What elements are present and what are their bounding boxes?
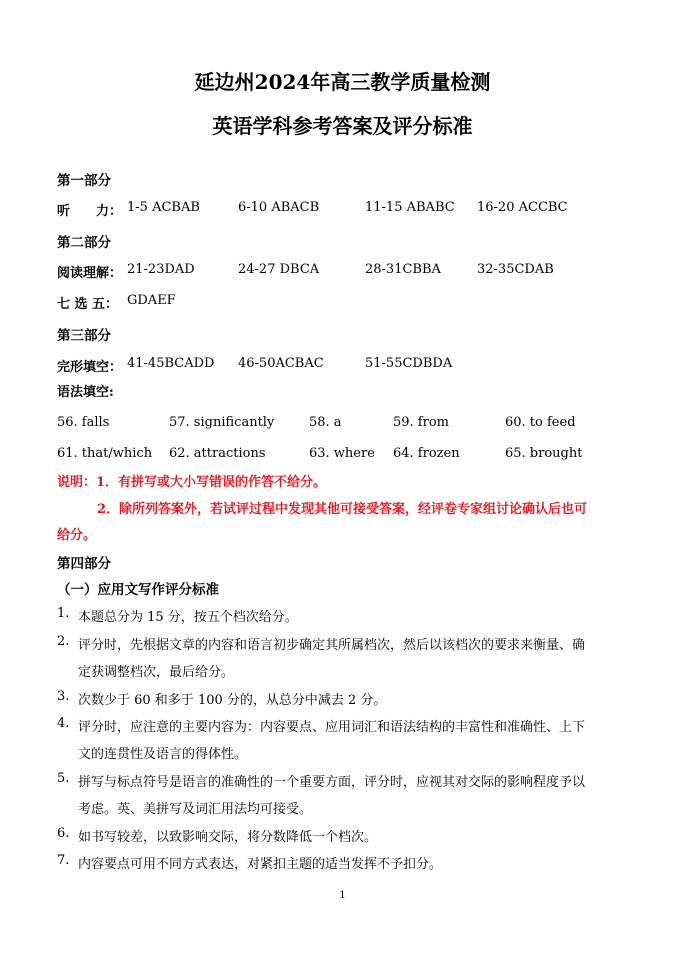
note-1: 说明：1．有拼写或大小写错误的作答不给分。: [57, 475, 327, 490]
note-2-line2: 给分。: [57, 528, 97, 543]
seven-choose-five-answer: GDAEF: [127, 293, 176, 308]
document-title: 延边州2024年高三教学质量检测: [194, 70, 491, 94]
grammar-answer: 62. attractions: [169, 446, 266, 461]
grammar-answer: 57. significantly: [169, 415, 275, 430]
grammar-fill-label: 语法填空:: [57, 385, 114, 400]
cloze-answer: 46-50ACBAC: [238, 356, 324, 371]
criteria-item-number: 1.: [57, 606, 70, 621]
grammar-answer: 65. brought: [505, 446, 583, 461]
criteria-item-number: 2.: [57, 634, 70, 649]
part3-heading: 第三部分: [57, 328, 111, 344]
criteria-item-text: 文的连贯性及语言的得体性。: [78, 747, 248, 762]
cloze-answer: 51-55CDBDA: [365, 356, 453, 371]
grammar-answer: 63. where: [309, 446, 375, 461]
reading-answer: 32-35CDAB: [477, 262, 554, 277]
page-number: 1: [339, 890, 346, 901]
part2-heading: 第二部分: [57, 235, 111, 251]
listening-answer: 16-20 ACCBC: [477, 200, 568, 215]
cloze-label: 完形填空：: [57, 360, 123, 375]
criteria-item-text: 评分时，应注意的主要内容为：内容要点、应用词汇和语法结构的丰富性和准确性、上下: [78, 720, 586, 735]
listening-answer: 1-5 ACBAB: [127, 200, 200, 215]
criteria-item-text: 如书写较差，以致影响交际，将分数降低一个档次。: [78, 830, 378, 845]
reading-answer: 24-27 DBCA: [238, 262, 320, 277]
part4-subheading: （一）应用文写作评分标准: [57, 582, 219, 598]
document-subtitle: 英语学科参考答案及评分标准: [212, 114, 473, 138]
criteria-item-text: 拼写与标点符号是语言的准确性的一个重要方面，评分时，应视其对交际的影响程度予以: [78, 775, 586, 790]
part4-heading: 第四部分: [57, 556, 111, 572]
reading-answer: 28-31CBBA: [365, 262, 441, 277]
criteria-item-text: 考虑。英、美拼写及词汇用法均可接受。: [78, 802, 313, 817]
reading-label: 阅读理解：: [57, 266, 123, 281]
listening-answer: 11-15 ABABC: [365, 200, 455, 215]
seven-choose-five-label: 七 选 五：: [57, 297, 119, 312]
criteria-item-text: 评分时，先根据文章的内容和语言初步确定其所属档次，然后以该档次的要求来衡量、确: [78, 638, 586, 653]
listening-label: 听 力：: [57, 204, 123, 219]
grammar-answer: 58. a: [309, 415, 342, 430]
note-2-line1: 2．除所列答案外，若试评过程中发现其他可接受答案，经评卷专家组讨论确认后也可: [97, 502, 588, 517]
grammar-answer: 60. to feed: [505, 415, 576, 430]
criteria-item-text: 内容要点可用不同方式表达，对紧扣主题的适当发挥不予扣分。: [78, 857, 443, 872]
criteria-item-number: 3.: [57, 689, 70, 704]
grammar-answer: 64. frozen: [393, 446, 460, 461]
criteria-item-number: 5.: [57, 771, 70, 786]
grammar-answer: 61. that/which: [57, 446, 153, 461]
part1-heading: 第一部分: [57, 173, 111, 189]
criteria-item-number: 7.: [57, 853, 70, 868]
listening-answer: 6-10 ABACB: [238, 200, 320, 215]
cloze-answer: 41-45BCADD: [127, 356, 215, 371]
criteria-item-text: 定获调整档次，最后给分。: [78, 665, 235, 680]
criteria-item-text: 本题总分为 15 分，按五个档次给分。: [78, 610, 298, 625]
reading-answer: 21-23DAD: [127, 262, 195, 277]
grammar-answer: 56. falls: [57, 415, 110, 430]
criteria-item-text: 次数少于 60 和多于 100 分的，从总分中减去 2 分。: [78, 693, 387, 708]
grammar-answer: 59. from: [393, 415, 449, 430]
criteria-item-number: 6.: [57, 826, 70, 841]
criteria-item-number: 4.: [57, 716, 70, 731]
